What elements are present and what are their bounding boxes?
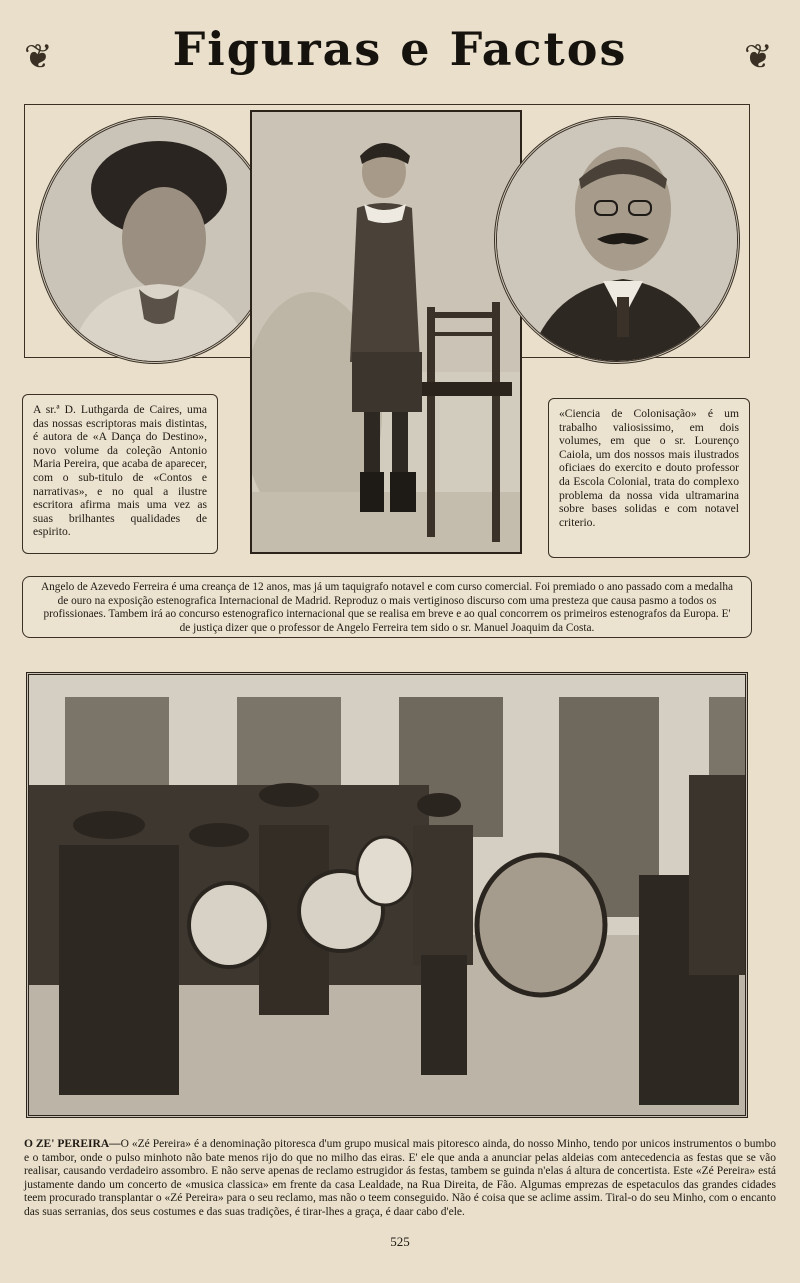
caption-ciencia-colonisacao: «Ciencia de Colonisação» é um trabalho valiosissimo, em dois volumes, em que o sr. Lourenço Caiola, um dos nossos mais ilustrados oficiaes do exercito e douto professor da Escola Colonial, trata do complexo problema da nossa vida ultramarina sobre bases solidas e com notavel criterio.	[548, 398, 750, 558]
portrait-luthgarda	[36, 116, 274, 364]
caption-angelo-ferreira: Angelo de Azevedo Ferreira é uma creança de 12 anos, mas já um taquigrafo notavel e com curso comercial. Foi premiado o ano passado com a medalha de ouro na exposição estenografica Internacional de Madrid. Reproduz o mais vertiginoso discurso com uma presteza que causa pasmo a todos os profissionaes. Tambem irá ao concurso estenografico internacional que se realisa em breve e ao qual concorrem os primeiros estenografos da Europa. E' de justiça dizer que o professor de Angelo Ferreira tem sido o sr. Manuel Joaquim da Costa.	[22, 576, 752, 638]
page-title: Figuras e Factos	[172, 22, 628, 76]
caption-luthgarda: A sr.ª D. Luthgarda de Caires, uma das nossas escriptoras mais distintas, é autora de «A Dança do Destino», novo volume da coleção Antonio Maria Pereira, que acaba de aparecer, com o sub-titulo de «Contos e narrativas», e no qual a ilustre escritora afirma mais uma vez as suas brilhantes qualidades de espirito.	[22, 394, 218, 554]
article-ze-pereira	[24, 1138, 776, 1220]
right-ornament: ❦	[744, 37, 773, 77]
portrait-lourenco-caiola	[494, 116, 740, 364]
photo-ze-pereira-band	[26, 672, 748, 1118]
photo-angelo-ferreira	[250, 110, 522, 554]
left-ornament: ❦	[24, 37, 53, 77]
article-lead: O ZE' PEREIRA—	[24, 1138, 121, 1150]
page-number: 525	[390, 1234, 410, 1249]
article-body: O «Zé Pereira» é a denominação pitoresca d'um grupo musical mais pitoresco ainda, do nosso Minho, tendo por unicos instrumentos o bumbo e o tambor, onde o pulso minhoto não bate menos rijo do que no milho das eiras. E' ele que anda a anunciar pelas aldeias com antecedencia as festas que se vão realisar, causando verdadeiro assombro. E não serve apenas de reclamo estrugidor ás festas, tambem se guinda n'elas á altura de concertista. Este «Zé Pereira» está justamente dando um concerto de «musica classica» em frente da casa Lealdade, na Rua Direita, de Fão. Algumas emprezas de espetaculos das grandes cidades teem procurado transplantar o «Zé Pereira» para o seu reclamo, mas não o teem conseguido. Não é coisa que se aclime assim. Tiral-o do seu Minho, com o encanto das suas serranias, dos seus costumes e das suas tradições, é tirar-lhes a graça, é daar cabo d'ele.	[24, 1138, 776, 1218]
